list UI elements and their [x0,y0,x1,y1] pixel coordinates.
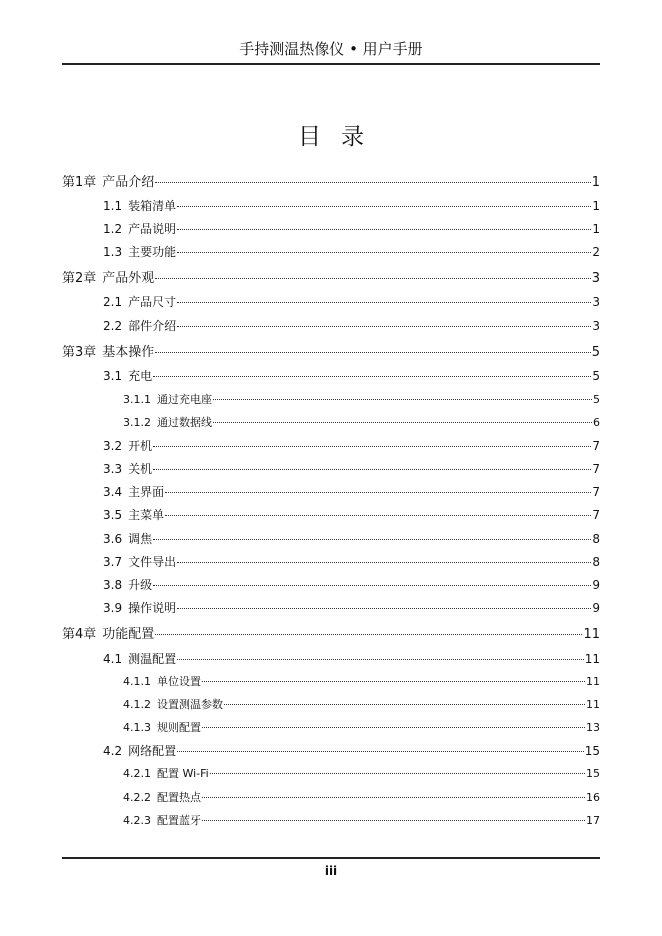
toc-entry-title: 操作说明 [128,601,177,615]
toc-entry-page: 11 [584,652,600,666]
toc-entry-number: 第2章 [62,271,97,286]
toc-entry-page: 17 [586,814,600,827]
toc-entry-page: 15 [586,767,600,780]
toc-entry-title: 部件介绍 [128,319,177,333]
toc-entry-page: 7 [592,508,600,522]
toc-leader [177,228,591,230]
toc-entry[interactable] [123,391,600,409]
toc-leader [155,181,590,183]
toc-entry-number: 第4章 [62,627,97,642]
toc-entry-number: 4.2 [103,744,123,758]
toc-entry-number: 1.1 [103,199,123,213]
toc-entry-page: 1 [591,175,600,190]
toc-entry[interactable] [123,812,600,830]
toc-entry-title: 主界面 [128,485,165,499]
toc-entry-number: 3.4 [103,485,123,499]
toc-entry-page: 11 [583,627,600,642]
toc-entry-title: 测温配置 [128,652,177,666]
toc-entry-page: 7 [592,439,600,453]
toc-leader [202,680,585,682]
toc-entry-number: 3.7 [103,555,123,569]
toc-entry[interactable] [123,696,600,714]
toc-entry-number: 4.2.3 [123,814,151,827]
toc-entry[interactable] [103,530,600,548]
toc-entry[interactable] [123,789,600,807]
toc-entry-title: 产品介绍 [102,175,155,190]
toc-entry-page: 15 [584,744,600,758]
toc-entry[interactable] [103,220,600,238]
toc-entry-page: 1 [592,222,600,236]
toc-entry-title: 产品尺寸 [128,295,177,309]
header-rule [62,63,600,65]
toc-leader [202,819,585,821]
toc-entry-title: 设置测温参数 [157,698,223,711]
toc-leader [213,421,592,423]
toc-entry-page: 9 [592,578,600,592]
toc-entry-number: 3.8 [103,578,123,592]
toc-entry[interactable] [62,344,600,362]
page-number: iii [324,864,338,878]
toc-entry-page: 5 [593,393,600,406]
toc-entry-number: 3.6 [103,532,123,546]
toc-entry-number: 3.9 [103,601,123,615]
toc-leader [153,375,591,377]
toc-entry-page: 5 [591,345,600,360]
toc-entry-title: 主要功能 [128,245,177,259]
toc-entry-number: 3.1.2 [123,416,151,429]
toc-entry-title: 基本操作 [102,345,155,360]
toc-entry-title: 开机 [128,439,153,453]
toc-leader [155,633,582,635]
toc-entry[interactable] [123,414,600,432]
toc-entry-title: 升级 [128,578,153,592]
toc-entry-page: 8 [592,555,600,569]
toc-entry[interactable] [103,553,600,571]
toc-entry-number: 3.5 [103,508,123,522]
toc-leader [165,514,591,516]
toc-entry[interactable] [103,197,600,215]
toc-entry[interactable] [62,626,600,644]
toc-entry-page: 3 [591,271,600,286]
toc-entry-page: 1 [592,199,600,213]
toc-entry-page: 16 [586,791,600,804]
toc-entry-number: 1.3 [103,245,123,259]
toc-entry[interactable] [103,506,600,524]
toc-leader [202,796,585,798]
footer-rule [62,857,600,859]
toc-entry-number: 4.2.2 [123,791,151,804]
toc-entry[interactable] [103,437,600,455]
toc-entry-number: 4.1.3 [123,721,151,734]
toc-title: 目录 [298,124,384,150]
toc-entry-page: 3 [592,295,600,309]
toc-entry-page: 5 [592,369,600,383]
toc-entry-page: 9 [592,601,600,615]
toc-entry-title: 装箱清单 [128,199,177,213]
toc-entry[interactable] [103,483,600,501]
toc-entry-title: 关机 [128,462,153,476]
toc-entry[interactable] [103,599,600,617]
toc-entry-title: 充电 [128,369,153,383]
toc-leader [177,251,591,253]
toc-entry-number: 3.2 [103,439,123,453]
toc-entry-number: 3.3 [103,462,123,476]
toc-entry-number: 第1章 [62,175,97,190]
toc-leader [177,561,591,563]
toc-entry[interactable] [123,673,600,691]
toc-leader [177,325,591,327]
toc-entry-number: 4.1.1 [123,675,151,688]
toc-entry[interactable] [103,293,600,311]
toc-entry-page: 11 [586,698,600,711]
toc-leader [153,445,591,447]
toc-entry-title: 产品说明 [128,222,177,236]
running-header: 手持测温热像仪 • 用户手册 [239,40,423,58]
toc-entry-number: 第3章 [62,345,97,360]
toc-entry-title: 主菜单 [128,508,165,522]
toc-leader [177,607,591,609]
toc-entry-page: 7 [592,462,600,476]
toc-leader [177,750,584,752]
toc-leader [177,301,591,303]
toc-entry[interactable] [103,460,600,478]
toc-entry-page: 11 [586,675,600,688]
toc-entry[interactable] [62,270,600,288]
toc-entry-number: 2.2 [103,319,123,333]
toc-entry-page: 13 [586,721,600,734]
toc-entry-title: 调焦 [128,532,153,546]
toc-entry[interactable] [103,650,600,668]
toc-entry-title: 通过充电座 [157,393,212,406]
toc-entry-page: 7 [592,485,600,499]
toc-leader [153,538,591,540]
toc-leader [155,277,590,279]
toc-leader [210,772,585,774]
toc-entry-title: 网络配置 [128,744,177,758]
toc-entry[interactable] [103,317,600,335]
toc-entry-title: 配置热点 [157,791,201,804]
toc-entry-title: 规则配置 [157,721,201,734]
toc-entry-number: 4.1.2 [123,698,151,711]
toc-entry-title: 配置 Wi-Fi [157,767,209,780]
toc-entry-number: 2.1 [103,295,123,309]
toc-entry[interactable] [103,243,600,261]
toc-entry-page: 2 [592,245,600,259]
toc-leader [202,726,585,728]
toc-leader [177,658,584,660]
toc-entry-page: 6 [593,416,600,429]
toc-entry-title: 产品外观 [102,271,155,286]
toc-entry-title: 文件导出 [128,555,177,569]
toc-entry[interactable] [103,367,600,385]
toc-entry-number: 4.2.1 [123,767,151,780]
toc-entry[interactable] [103,742,600,760]
toc-entry-number: 3.1.1 [123,393,151,406]
toc-leader [153,468,591,470]
toc-entry-page: 8 [592,532,600,546]
toc-entry[interactable] [103,576,600,594]
toc-entry-page: 3 [592,319,600,333]
toc-leader [213,398,592,400]
toc-entry[interactable] [123,765,600,783]
toc-entry-title: 单位设置 [157,675,201,688]
toc-entry-title: 配置蓝牙 [157,814,201,827]
toc-leader [224,703,585,705]
toc-entry-title: 通过数据线 [157,416,212,429]
toc-leader [165,491,591,493]
toc-entry-number: 3.1 [103,369,123,383]
toc-leader [153,584,591,586]
toc-entry-title: 功能配置 [102,627,155,642]
toc-leader [155,351,590,353]
toc-leader [177,205,591,207]
toc-entry-number: 1.2 [103,222,123,236]
toc-entry-number: 4.1 [103,652,123,666]
toc-entry[interactable] [62,174,600,192]
toc-entry[interactable] [123,719,600,737]
